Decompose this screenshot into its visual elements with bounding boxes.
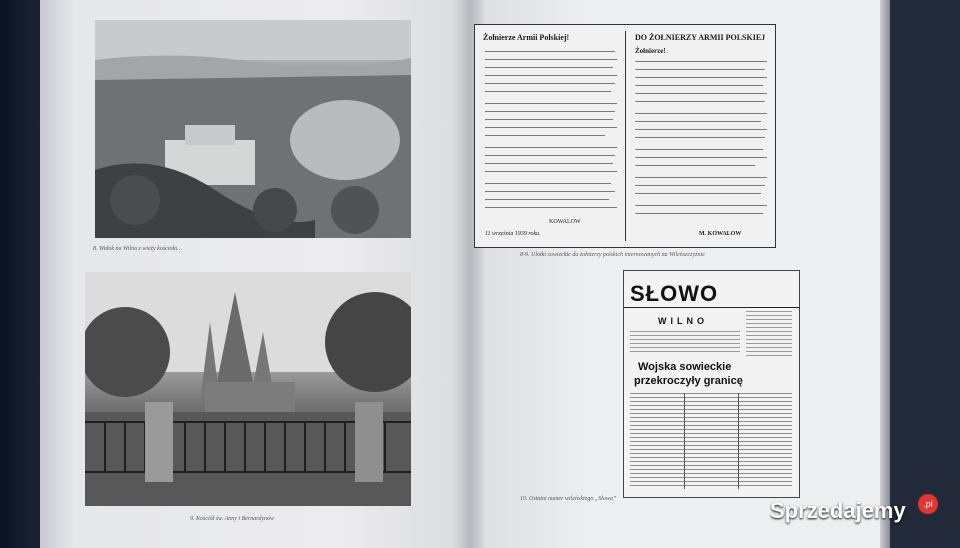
top-photo-caption: 8. Widok na Wilno z wieży kościoła… bbox=[93, 246, 183, 252]
bottom-photo-caption: 9. Kościół św. Anny i Bernardynów bbox=[190, 516, 275, 522]
newspaper-headline-2: przekroczyły granicę bbox=[634, 375, 743, 387]
book-edge bbox=[880, 0, 890, 548]
city-panorama-illustration bbox=[95, 20, 411, 238]
newspaper-caption: 10. Ostatni numer wileńskiego „Słowa” bbox=[520, 496, 617, 502]
newspaper-title: SŁOWO bbox=[630, 281, 719, 306]
leaflet-left-heading: Żołnierze Armii Polskiej! bbox=[483, 33, 570, 42]
city-panorama-photo bbox=[95, 20, 411, 238]
leaflet-right-heading: DO ŻOŁNIERZY ARMII POLSKIEJ bbox=[635, 33, 766, 42]
leaflet-document bbox=[474, 24, 776, 248]
newspaper-subtitle: WILNO bbox=[658, 316, 708, 326]
leaflet-right-subheading: Żołnierze! bbox=[635, 47, 666, 55]
leaflet-left-signature: KOWALOW bbox=[549, 219, 581, 225]
church-illustration bbox=[85, 272, 411, 506]
leaflet-left-column bbox=[479, 31, 623, 241]
newspaper-headline-1: Wojska sowieckie bbox=[638, 361, 732, 373]
watermark-badge: .pl bbox=[918, 494, 938, 514]
watermark-text: Sprzedajemy bbox=[770, 498, 906, 523]
leaflet-right-signature: M. KOWALOW bbox=[699, 231, 742, 237]
leaflet-date: 11 września 1939 roku. bbox=[485, 231, 541, 237]
newspaper-clipping bbox=[623, 270, 800, 498]
church-photo bbox=[85, 272, 411, 506]
leaflet-caption: 8-9. Ulotki sowieckie do żołnierzy polskich internowanych na Wileńszczyźnie bbox=[520, 252, 705, 258]
leaflet-divider bbox=[625, 31, 626, 241]
leaflet-right-column bbox=[629, 31, 773, 241]
